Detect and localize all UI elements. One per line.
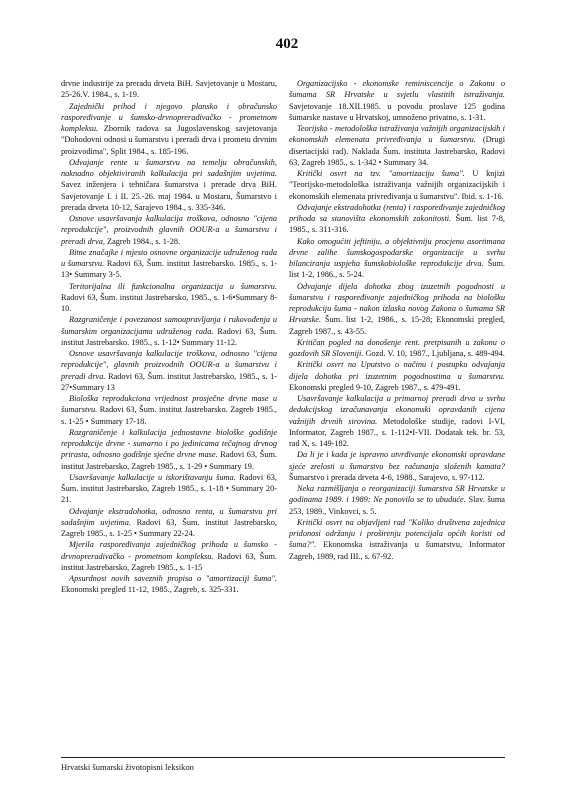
entry-details: Radovi 63, Šum. institut Jastrebarsko, Zagreb 1985., s. 1-29 • Summary 19. [61,450,277,471]
bibliography-entry [289,337,505,360]
bibliography-entry [289,449,505,483]
entry-details: Zbornik radova sa Jugoslavenskog savjetovanja "Dohodovni odnosi u šumarstvu i preradi drva i prometu drvnim proizvodima", Split 1984., s. 185-196. [61,124,277,156]
entry-title: Neka razmišljanja o reorganizaciji šumarstva SR Hrvatske u godinama 1989. i 1989: Ne ponovilo se to ubuduće. [289,484,505,505]
bibliography-columns [61,78,505,596]
entry-title: Kritički osvrt na Uputstvo o načinu i postupku odvajanja dijela dohotka pri izuzetnim pogodnostima u šumarstvu. [289,360,505,381]
entry-details: Metodološke studije, radovi I-VI, Informator, Zagreb 1987., s. 1-112•I-VII. Dodatak tek. br. 53, rad X, s. 149-182. [289,416,506,448]
entry-details: Radovi 63, Šum. institut Jastrebarsko, Zagreb 1985., s. 1-15 [61,551,277,572]
bibliography-entry [61,78,277,101]
entry-title: Bitne značajke i mjesto osnovne organizacije udruženog rada u šumarstvu. [61,247,277,268]
entry-details: (Drugi disertacijski rad). Naklada Šum. instituta Jastrebarsko, Radovi 63, Zagreb 1985., s. 1-342 • Summary 34. [289,135,506,167]
bibliography-entry [61,393,277,427]
bibliography-entry [61,539,277,573]
bibliography-entry [289,393,505,449]
entry-title: Organizacijsko - ekonomske reminiscencije o Zakonu o šumama SR Hrvatske u svjetlu vlastitih istraživanja. [289,79,505,100]
entry-details: Radovi 63, Šum. institut Jastrebarsko, Zagreb 1985., s. 1-18 • Summary 20-21. [61,472,277,505]
entry-title: Osnove usavršavanja kalkulacije troškova, odnosno "cijena reprodukcije", glavnih proizvodnih OOUR-a u šumarstvu i preradi drva. [61,349,277,381]
entry-details: U knjizi "Teorijsko-metodološka istraživanja važnijih organizacijskih i ekonomskih elemenata privređivanja u šumarstvu". Ibid. s. 1-16. [289,169,505,201]
bibliography-entry [61,157,277,213]
bibliography-entry [61,247,277,281]
bibliography-entry [61,427,277,472]
bibliography-entry [289,517,505,562]
entry-details: Šum. list 1-2, 1986., s. 5-24. [289,259,505,280]
entry-title: Osnove usavršavanja kalkulacija troškova, odnosno "cijena reprodukcije", proizvodnih glavnih OOUR-a u šumarstvu i preradi drva, [61,214,277,246]
entry-title: Da li je i kada je ispravno utvrđivanje ekonomski opravdane sjeće zrelosti u šumarstvu bez računanja složenih kamata? [289,450,505,471]
page-number: 402 [275,36,299,52]
entry-details: Savez inženjera i tehničara šumarstva i prerade drva BiH. Savjetovanje I. i II. 25.-26. maj 1984. u Mostaru, Šumarstvo i prerada drveta 10-12, Sarajevo 1984., s. 335-346. [61,180,277,212]
entry-title: Odvajanje dijela dohotka zbog izuzetnih pogodnosti u šumarstvu i raspoređivanje zajedničkog prihoda na biološku reprodukciju šuma - nakon izlaska novog Zakona o šumama SR Hrvatske. [289,281,505,325]
entry-details: Šum. list 1-2, 1986., s. 15-28; Ekonomski pregled, Zagreb 1987., s. 43-55. [289,315,505,336]
bibliography-entry [289,359,505,393]
entry-details: Ekonomski pregled 11-12, 1985., Zagreb, s. 325-331. [61,585,239,595]
bibliography-entry [289,236,505,281]
entry-details: Šumarstvo i prerada drveta 4-6, 1988., Sarajevo, s. 97-112. [289,472,485,482]
entry-details: Ekonomski pregled 9-10, Zagreb 1987., s. 479-491. [289,382,461,392]
entry-title: Kritičan pogled na donošenje rent. pretpisanih u zakonu o gozdovih SR Sloveniji. [289,337,505,358]
entry-details: Savjetovanje 18.XII.1985. u povodu proslave 125 godina šumarske nastave u Hrvatskoj, umnoženo privatno, s. 1-31. [289,101,505,122]
bibliography-entry [289,78,505,123]
entry-title: Teritorijalna ili funkcionalna organizacija u šumarstvu. [69,281,277,291]
entry-details: Zagreb 1984., s. 1-28. [104,236,181,246]
entry-details: Slav. šuma 253, 1989., Vinkovci, s. 5. [289,495,505,516]
bibliography-entry [61,281,277,315]
entry-details: Ekonomska istraživanja u šumarstvu, Informator Zagreb, 1989, rad III., s. 67-92. [289,540,505,561]
bibliography-entry [61,101,277,157]
entry-title: Usavršavanje kalkulacija u primarnoj preradi drva u svrhu dedukcijskog izračunavanja ekonomski opravdanih cijena važnijih drvnih sirovina. [289,394,505,426]
right-column [289,78,505,596]
entry-details: Radovi 63, Šum. institut Jastrebarsko. 1985., s. 1-12• Summary 11-12. [61,326,277,347]
entry-title: Odvajanje ekstradohotka, odnosno renta, u šumarstvu pri sadašnjim uvjetima. [61,506,277,527]
bibliography-entry [61,348,277,393]
entry-title: Mjerila raspoređivanja zajedničkog prihoda u šumsko - drvnopreradivačko - prometnom kompleksu. [61,540,277,561]
entry-details: Gozd. V. 10, 1987., Ljubljana, s. 489-494. [363,349,505,358]
bibliography-entry [61,472,277,506]
page-footer: Hrvatski šumarski životopisni leksikon [61,757,505,772]
entry-title: Kritički osvrt na tzv. "amortizaciju šuma". [297,169,465,178]
entry-title: Odvajanje rente u šumarstvu na temelju obračunskih, naknadno objektiviranih kalkulacija pri sadašnjim uvjetima. [61,157,277,178]
entry-details: Radovi 63, Šum. institut Jastrebarsko. 1985., s. 1-13• Summary 3-5. [61,259,277,280]
entry-details: Radovi 63, Šum. institut Jastrebarsko, 1985., s. 1-27•Summary 13 [61,371,277,392]
entry-details: Radovi 63, Šum. institut Jastrebarsko, 1985., s. 1-6•Summary 8-10. [61,292,277,313]
entry-title: Kritički osvrt na objavljeni rad "Koliko društvena zajednica pridonosi održanju i proširenju potencijala općih koristi od šuma?". [289,517,505,550]
entry-details: Radovi 63, Šum. institut Jastrebarsko, Zagreb 1985., s. 1-25 • Summary 22-24. [61,517,277,538]
bibliography-entry [289,281,505,337]
entry-details: Šum. list 7-8, 1985., s. 311-316. [289,214,505,235]
bibliography-entry [61,314,277,348]
entry-title: Zajednički prihod i njegovo plansko i obračunsko raspoređivanje u šumsko-drvnopreradivačko - prometnom kompleksu. [61,101,277,133]
bibliography-entry [61,213,277,247]
entry-title: Razgraničenje i kalkulacija jednostavne biološke godišnje reprodukcije drvne - sumarno i po jedinicama tečajnog drvnog prirasta, odnosno godišnje sječne drvne mase. [61,427,277,460]
bibliography-entry [289,202,505,236]
entry-details: drvne industrije za preradu drveta BiH. Savjetovanje u Mostaru, 25-26.V. 1984., s. 1-19. [61,79,277,100]
entry-title: Teorijsko - metodološka istraživanja važnijih organizacijskih i ekonomskih elemenata privređivanja u šumarstvu. [289,124,505,145]
entry-title: Odvajanje ekstradohotka (renta) i raspoređivanje zajedničkog prihoda sa stanovišta ekonomskih zakonitosti. [289,202,505,223]
left-column [61,78,277,596]
entry-title: Kako omogućiti jeftiniju, a objektivniju procjenu asortimana drvne zalihe šumskogospodarske organizacije u svrhu bilanciranja uspjeha šumskobiološke reprodukcije drva. [289,236,505,268]
bibliography-entry [289,483,505,517]
bibliography-entry [61,506,277,540]
bibliography-entry [289,123,505,168]
entry-title: Usavršavanje kalkulacije u iskorištavanju šuma. [69,472,236,482]
entry-title: Biološka reprodukciona vrijednost prosječne drvne mase u šumarstvu. [61,394,277,415]
bibliography-entry [289,168,505,202]
bibliography-entry [61,573,277,596]
entry-title: Apsurdnost novih saveznih propisa o "amortizaciji šuma". [69,574,277,583]
entry-details: Radovi 63, Šum. institut Jastrebarsko. Zagreb 1985., s. 1-25 • Summary 17-18. [61,405,277,426]
entry-title: Razgraničenje i povezanost samoupravljanja i rukovođenja u šumarskim organizacijama udruženog rada. [61,315,277,336]
